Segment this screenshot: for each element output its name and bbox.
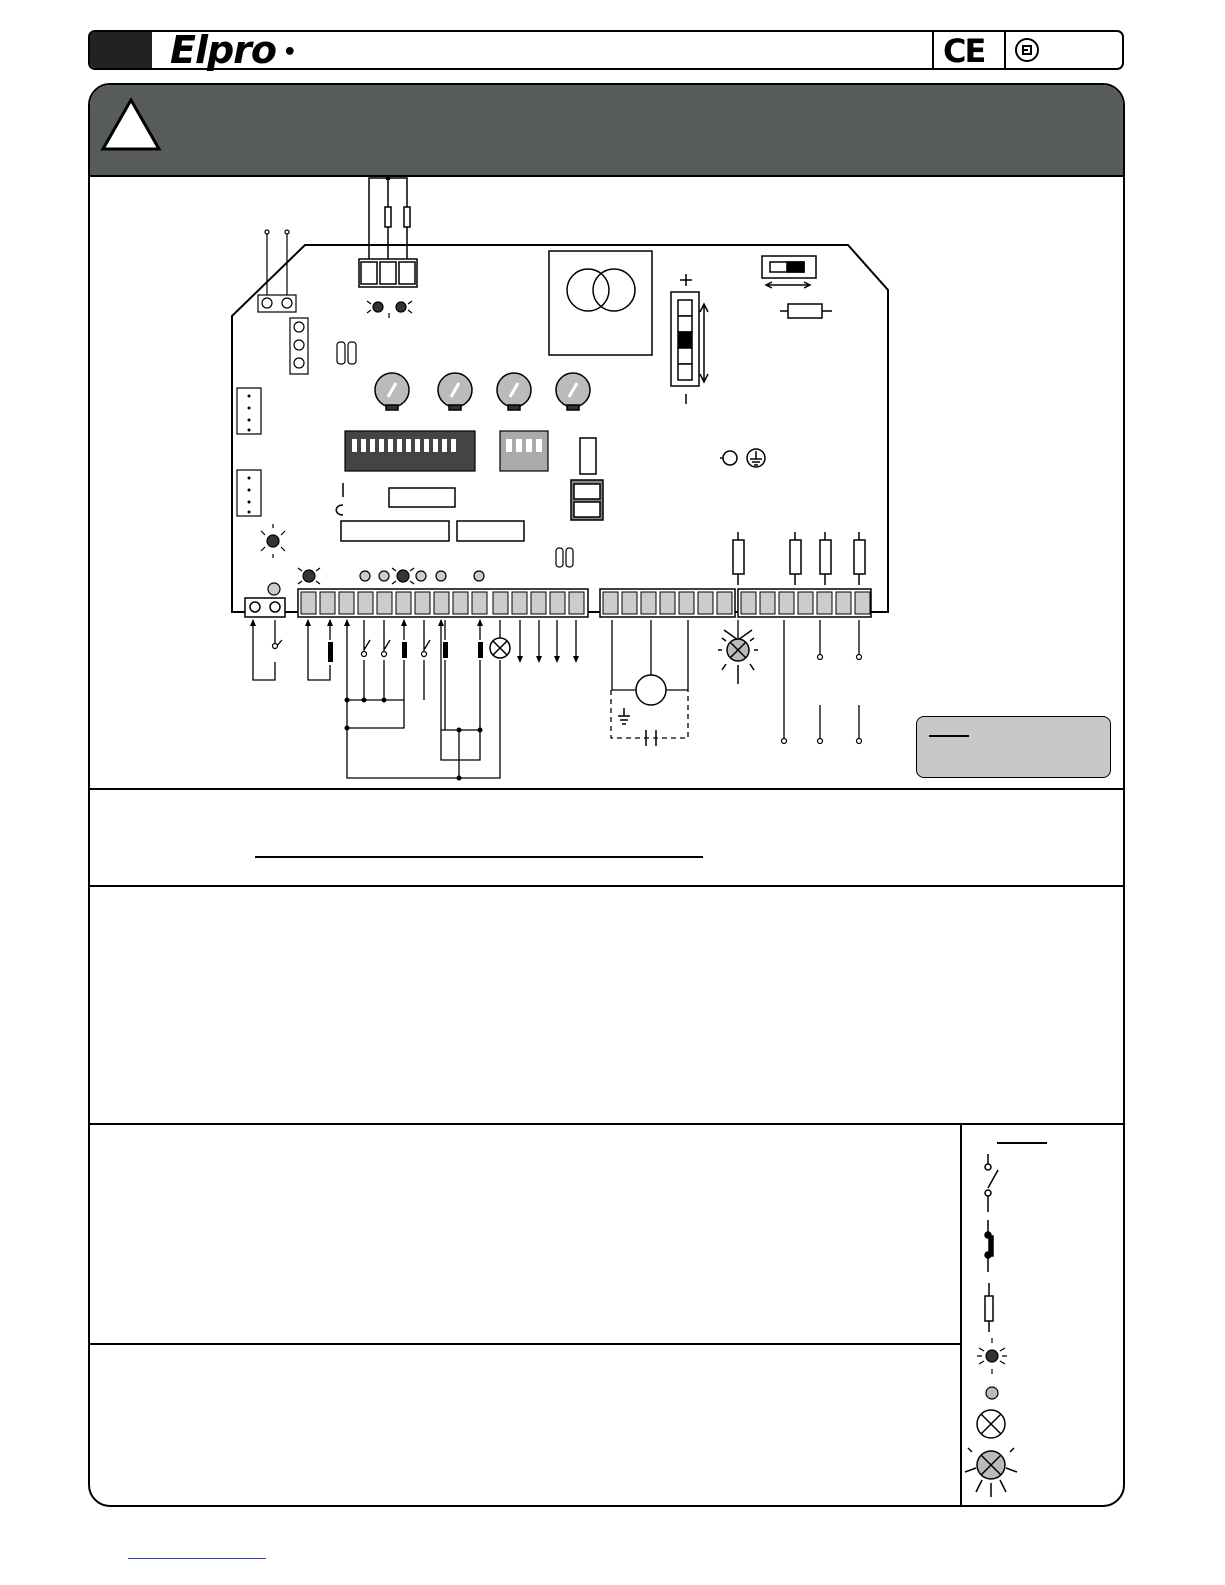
legend-led-off-icon <box>986 1387 998 1399</box>
top-connector <box>359 178 417 287</box>
lamp-icon <box>490 638 510 658</box>
legend-led-on-icon <box>977 1338 1007 1374</box>
legend-resistor-icon <box>985 1283 993 1332</box>
arrow-icon <box>250 619 579 663</box>
brand-logo: Elpro • <box>170 28 296 72</box>
ce-mark: CE <box>943 32 985 70</box>
legend-nc-switch-icon <box>985 1154 998 1212</box>
motor-icon <box>618 675 666 746</box>
external-wiring <box>253 620 859 778</box>
legend-flashing-lamp-icon <box>965 1448 1017 1497</box>
transformer <box>549 251 652 355</box>
top-connector-dot <box>386 176 391 181</box>
legend-no-switch-icon <box>985 1220 993 1272</box>
legend-lamp-icon <box>977 1410 1005 1438</box>
